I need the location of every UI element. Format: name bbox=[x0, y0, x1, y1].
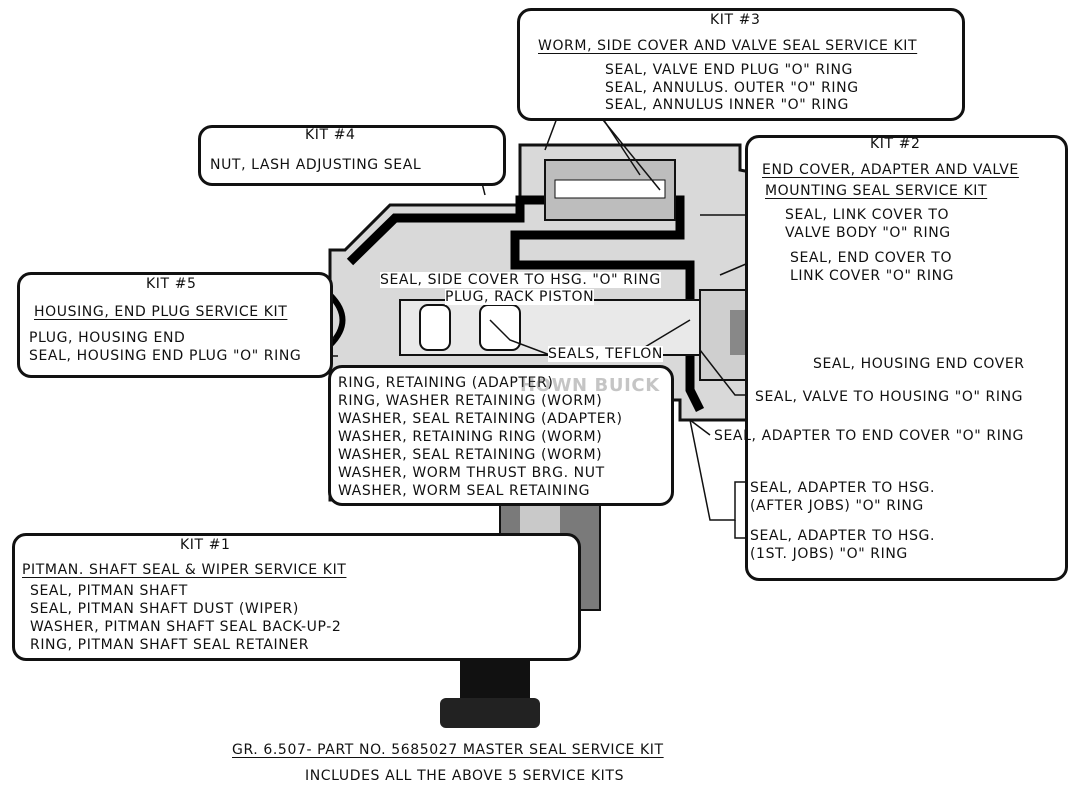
kit4-label: KIT #4 bbox=[305, 127, 356, 143]
kit2-item-9: SEAL, ADAPTER TO HSG. bbox=[750, 528, 936, 544]
watermark: HOWN BUICK bbox=[520, 375, 660, 396]
kit1-item-1: SEAL, PITMAN SHAFT DUST (WIPER) bbox=[30, 601, 299, 617]
kit3-item-valve-end-plug: SEAL, VALVE END PLUG "O" RING bbox=[605, 62, 853, 78]
kit2-item-4: SEAL, HOUSING END COVER bbox=[813, 356, 1025, 372]
kit3-lower-item-0: RING, RETAINING (ADAPTER) bbox=[338, 375, 554, 391]
kit3-lower-item-3: WASHER, RETAINING RING (WORM) bbox=[338, 429, 603, 445]
kit2-label: KIT #2 bbox=[870, 136, 921, 152]
footer-part-number: GR. 6.507- PART NO. 5685027 MASTER SEAL SERVICE KIT bbox=[232, 742, 664, 758]
label-teflon-seals: SEALS, TEFLON bbox=[548, 346, 663, 362]
kit1-label: KIT #1 bbox=[180, 537, 231, 553]
kit3-title: WORM, SIDE COVER AND VALVE SEAL SERVICE KIT bbox=[538, 38, 918, 54]
label-rack-piston-plug: PLUG, RACK PISTON bbox=[445, 289, 595, 305]
kit3-lower-item-4: WASHER, SEAL RETAINING (WORM) bbox=[338, 447, 603, 463]
kit1-item-3: RING, PITMAN SHAFT SEAL RETAINER bbox=[30, 637, 310, 653]
kit2-title-line2: MOUNTING SEAL SERVICE KIT bbox=[765, 183, 988, 199]
kit3-lower-item-2: WASHER, SEAL RETAINING (ADAPTER) bbox=[338, 411, 623, 427]
kit2-item-0: SEAL, LINK COVER TO bbox=[785, 207, 950, 223]
kit3-lower-item-1: RING, WASHER RETAINING (WORM) bbox=[338, 393, 603, 409]
kit2-item-2: SEAL, END COVER TO bbox=[790, 250, 953, 266]
kit2-item-1: VALVE BODY "O" RING bbox=[785, 225, 951, 241]
kit1-title: PITMAN. SHAFT SEAL & WIPER SERVICE KIT bbox=[22, 562, 347, 578]
kit5-title: HOUSING, END PLUG SERVICE KIT bbox=[34, 304, 288, 320]
label-side-cover-seal: SEAL, SIDE COVER TO HSG. "O" RING bbox=[380, 272, 661, 288]
kit3-lower-item-5: WASHER, WORM THRUST BRG. NUT bbox=[338, 465, 605, 481]
kit5-item-plug: PLUG, HOUSING END bbox=[29, 330, 186, 346]
kit5-label: KIT #5 bbox=[146, 276, 197, 292]
kit1-item-2: WASHER, PITMAN SHAFT SEAL BACK-UP-2 bbox=[30, 619, 342, 635]
kit2-item-6: SEAL, ADAPTER TO END COVER "O" RING bbox=[714, 428, 1024, 444]
kit2-item-5: SEAL, VALVE TO HOUSING "O" RING bbox=[755, 389, 1024, 405]
kit3-label: KIT #3 bbox=[710, 12, 761, 28]
kit2-item-3: LINK COVER "O" RING bbox=[790, 268, 955, 284]
kit4-item-lash-adjusting-seal: NUT, LASH ADJUSTING SEAL bbox=[210, 157, 422, 173]
kit1-item-0: SEAL, PITMAN SHAFT bbox=[30, 583, 188, 599]
footer-includes: INCLUDES ALL THE ABOVE 5 SERVICE KITS bbox=[305, 768, 625, 784]
kit3-lower-item-6: WASHER, WORM SEAL RETAINING bbox=[338, 483, 591, 499]
kit2-title-line1: END COVER, ADAPTER AND VALVE bbox=[762, 162, 1019, 178]
kit3-item-annulus-outer: SEAL, ANNULUS. OUTER "O" RING bbox=[605, 80, 859, 96]
kit5-item-seal: SEAL, HOUSING END PLUG "O" RING bbox=[29, 348, 302, 364]
kit3-item-annulus-inner: SEAL, ANNULUS INNER "O" RING bbox=[605, 97, 849, 113]
kit2-item-8: (AFTER JOBS) "O" RING bbox=[750, 498, 924, 514]
kit2-item-7: SEAL, ADAPTER TO HSG. bbox=[750, 480, 936, 496]
kit2-item-10: (1ST. JOBS) "O" RING bbox=[750, 546, 908, 562]
